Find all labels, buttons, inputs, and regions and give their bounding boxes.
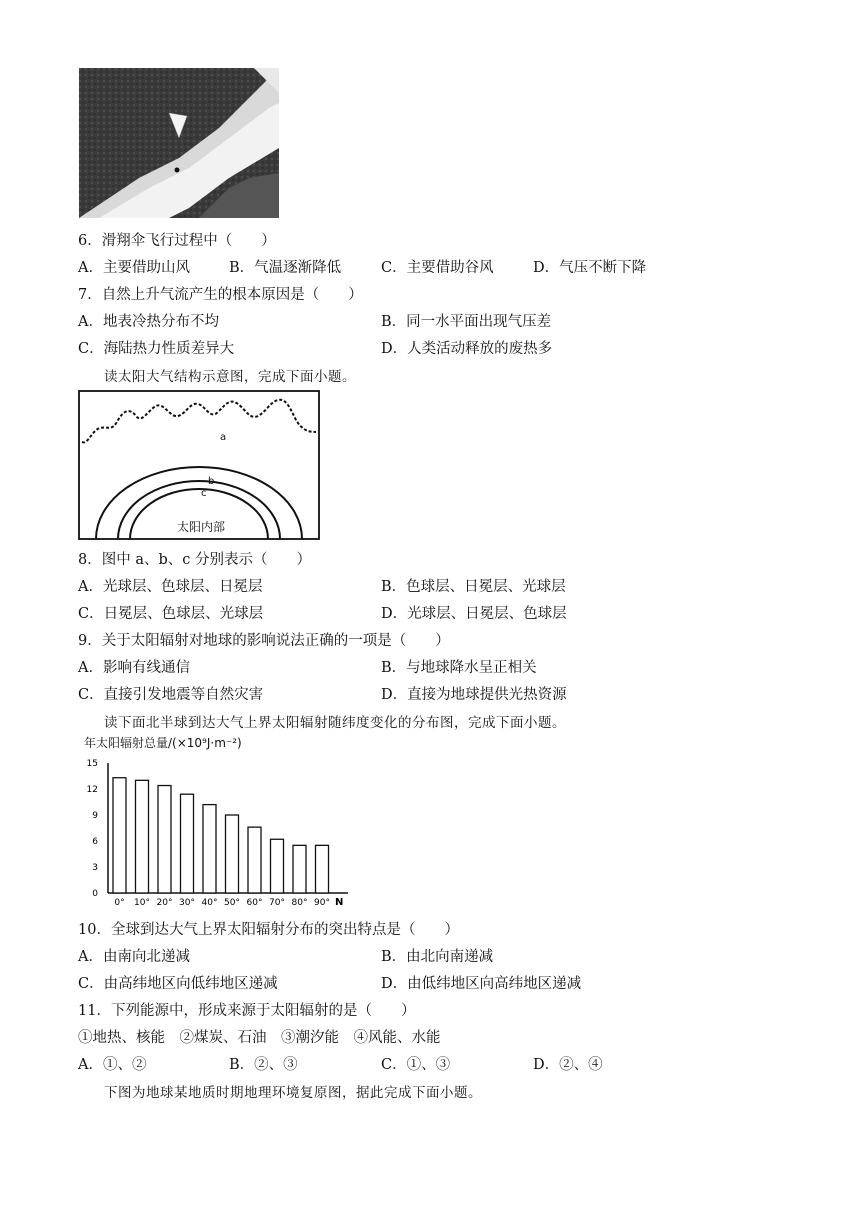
x-tick-label: 70°: [269, 898, 285, 907]
paraglider-photo: [79, 68, 279, 218]
sun-atmosphere-diagram: [78, 390, 320, 540]
q11-items: ①地热、核能 ②煤炭、石油 ③潮汐能 ④风能、水能: [78, 1030, 441, 1046]
q11-option-d[interactable]: D．②、④: [533, 1057, 603, 1073]
question-6-stem: 6．滑翔伞飞行过程中（ ）: [78, 233, 276, 249]
bar-2: [158, 786, 171, 893]
y-tick-label: 9: [92, 811, 98, 821]
x-tick-label: 60°: [246, 898, 263, 907]
x-tick-label: 10°: [134, 898, 150, 907]
q10-option-a[interactable]: A．由南向北递减: [78, 949, 190, 965]
question-9-stem: 9．关于太阳辐射对地球的影响说法正确的一项是（ ）: [78, 633, 450, 649]
question-10-stem: 10．全球到达大气上界太阳辐射分布的突出特点是（ ）: [78, 922, 459, 938]
bar-0: [113, 778, 126, 893]
q8-option-d[interactable]: D．光球层、日冕层、色球层: [381, 606, 567, 622]
bar-6: [248, 827, 261, 893]
x-axis-end-label: N: [335, 897, 344, 907]
question-7-stem: 7．自然上升气流产生的根本原因是（ ）: [78, 287, 363, 303]
x-tick-label: 90°: [314, 898, 330, 907]
intro-chart: 读下面北半球到达大气上界太阳辐射随纬度变化的分布图，完成下面小题。: [104, 715, 566, 731]
intro-last: 下图为地球某地质时期地理环境复原图，据此完成下面小题。: [104, 1085, 482, 1101]
q9-option-a[interactable]: A．影响有线通信: [78, 660, 190, 676]
intro-sun: 读太阳大气结构示意图，完成下面小题。: [104, 369, 356, 385]
x-tick-label: 0°: [114, 898, 125, 907]
bar-9: [316, 845, 329, 893]
q9-option-b[interactable]: B．与地球降水呈正相关: [381, 660, 537, 676]
q10-option-c[interactable]: C．由高纬地区向低纬地区递减: [78, 976, 278, 992]
bar-8: [293, 845, 306, 893]
y-tick-label: 15: [86, 759, 98, 769]
x-tick-label: 50°: [224, 898, 240, 907]
q6-option-a[interactable]: A．主要借助山风: [78, 260, 190, 276]
bar-3: [181, 794, 194, 893]
x-tick-label: 40°: [201, 898, 218, 907]
y-tick-label: 0: [92, 889, 98, 899]
y-tick-label: 6: [92, 837, 98, 847]
bar-5: [226, 815, 239, 893]
q11-option-a[interactable]: A．①、②: [78, 1057, 147, 1073]
q9-option-c[interactable]: C．直接引发地震等自然灾害: [78, 687, 264, 703]
q6-option-c[interactable]: C．主要借助谷风: [381, 260, 494, 276]
label-b: b: [208, 476, 215, 487]
question-8-stem: 8．图中 a、b、c 分别表示（ ）: [78, 552, 311, 568]
q11-option-b[interactable]: B．②、③: [229, 1057, 298, 1073]
solar-radiation-bar-chart: [80, 735, 360, 907]
q9-option-d[interactable]: D．直接为地球提供光热资源: [381, 687, 567, 703]
q8-option-c[interactable]: C．日冕层、色球层、光球层: [78, 606, 264, 622]
bar-1: [136, 780, 149, 893]
y-tick-label: 12: [86, 785, 98, 795]
question-11-stem: 11．下列能源中，形成来源于太阳辐射的是（ ）: [78, 1003, 416, 1019]
chart-title: 年太阳辐射总量/(×10⁹J·m⁻²): [84, 736, 242, 750]
q10-option-b[interactable]: B．由北向南递减: [381, 949, 494, 965]
q8-option-a[interactable]: A．光球层、色球层、日冕层: [78, 579, 263, 595]
bar-4: [203, 805, 216, 893]
q7-option-d[interactable]: D．人类活动释放的废热多: [381, 341, 553, 357]
label-a: a: [220, 432, 227, 443]
y-tick-label: 3: [92, 863, 98, 873]
q7-option-a[interactable]: A．地表冷热分布不均: [78, 314, 219, 330]
q8-option-b[interactable]: B．色球层、日冕层、光球层: [381, 579, 566, 595]
x-tick-label: 30°: [179, 898, 195, 907]
bar-7: [271, 839, 284, 893]
q7-option-b[interactable]: B．同一水平面出现气压差: [381, 314, 552, 330]
x-tick-label: 20°: [156, 898, 173, 907]
q6-option-b[interactable]: B．气温逐渐降低: [229, 260, 342, 276]
x-tick-label: 80°: [291, 898, 308, 907]
label-sun-interior: 太阳内部: [177, 520, 226, 534]
q6-option-d[interactable]: D．气压不断下降: [533, 260, 647, 276]
q11-option-c[interactable]: C．①、③: [381, 1057, 451, 1073]
q7-option-c[interactable]: C．海陆热力性质差异大: [78, 341, 235, 357]
q10-option-d[interactable]: D．由低纬地区向高纬地区递减: [381, 976, 582, 992]
label-c: c: [201, 488, 207, 499]
